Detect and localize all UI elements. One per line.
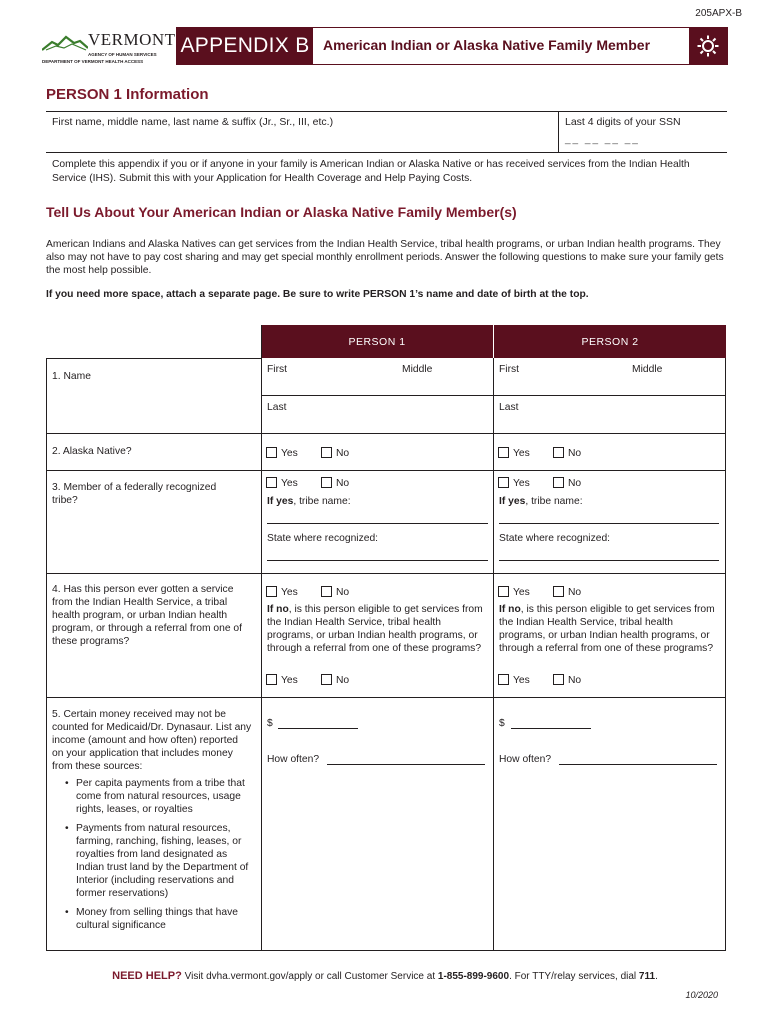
row-line <box>46 433 726 434</box>
p1-alaska-yes[interactable]: Yes <box>266 447 298 459</box>
person1-name-field[interactable]: First name, middle name, last name & suffix (Jr., Sr., III, etc.) <box>52 116 334 128</box>
checkbox[interactable] <box>553 586 564 597</box>
checkbox[interactable] <box>553 477 564 488</box>
p1-last-field[interactable]: Last <box>267 402 287 413</box>
form-number: 205APX-B <box>695 8 742 19</box>
p1-eligible-no[interactable]: No <box>321 674 349 686</box>
row-line <box>46 573 726 574</box>
q5-bullet: • Money from selling things that have cultural significance <box>52 906 252 932</box>
p1-eligible-text: If no, is this person eligible to get services from the Indian Health Service, tribal health programs, or urban Indian health programs, or through a referral from one of these programs? <box>267 604 483 654</box>
p2-middle-field[interactable]: Middle <box>632 364 663 375</box>
sun-icon <box>689 28 727 64</box>
section2-paragraph: American Indians and Alaska Natives can get services from the Indian Health Service, tribal health programs, or urban Indian health programs. They also may not have to pay cost sharing and may get special monthly enrollment periods. Answer the following questions to make sure your family gets the most help possible. <box>46 239 724 276</box>
p2-tribe-yes[interactable]: Yes <box>498 477 530 489</box>
p1-service-yes[interactable]: Yes <box>266 586 298 598</box>
q3-label: 3. Member of a federally recognized tribe? <box>52 482 217 506</box>
appendix-label: APPENDIX B <box>177 28 313 64</box>
checkbox[interactable] <box>321 447 332 458</box>
logo-word: VERMONT <box>88 30 176 49</box>
person1-heading: PERSON 1 Information <box>46 86 209 103</box>
p1-service-no[interactable]: No <box>321 586 349 598</box>
p2-amount-label: $ <box>499 718 505 729</box>
p1-state-field[interactable] <box>267 560 488 561</box>
p1-tribe-no[interactable]: No <box>321 477 349 489</box>
space-note: If you need more space, attach a separate page. Be sure to write PERSON 1’s name and date of birth at the top. <box>46 289 589 300</box>
p1-how-often-label: How often? <box>267 754 320 765</box>
checkbox[interactable] <box>321 477 332 488</box>
p2-service-no[interactable]: No <box>553 586 581 598</box>
p2-tribe-name-label: If yes, tribe name: <box>499 496 583 507</box>
p1-eligible-yes[interactable]: Yes <box>266 674 298 686</box>
p1-tribe-yes[interactable]: Yes <box>266 477 298 489</box>
row-line <box>46 697 726 698</box>
checkbox[interactable] <box>498 447 509 458</box>
q5-bullet: • Payments from natural resources, farming, ranching, fishing, leases, or royalties from land designated as Indian trust land by the Department of Interior (including reservations and former reservations) <box>52 822 252 900</box>
checkbox[interactable] <box>266 674 277 685</box>
q2-label: 2. Alaska Native? <box>52 446 132 457</box>
q4-label: 4. Has this person ever gotten a service from the Indian Health Service, a tribal health program, or urban Indian health program, or through a referral from one of these programs? <box>52 584 243 647</box>
checkbox[interactable] <box>498 586 509 597</box>
p1-how-often-field[interactable] <box>327 764 485 765</box>
logo-agency: AGENCY OF HUMAN SERVICES <box>88 52 157 57</box>
p2-last-field[interactable]: Last <box>499 402 519 413</box>
help-footer: NEED HELP? Visit dvha.vermont.gov/apply or call Customer Service at 1-855-899-9600. For TTY/relay services, dial 711. <box>112 970 658 982</box>
q5-bullet-list <box>52 777 252 932</box>
p2-state-field[interactable] <box>499 560 719 561</box>
p2-how-often-field[interactable] <box>559 764 717 765</box>
q1-label: 1. Name <box>52 371 91 382</box>
phone-number[interactable]: 1-855-899-9600 <box>437 971 510 982</box>
p2-first-field[interactable]: First <box>499 364 520 375</box>
ssn-label: Last 4 digits of your SSN <box>565 116 681 128</box>
checkbox[interactable] <box>498 674 509 685</box>
family-member-table <box>46 325 726 951</box>
checkbox[interactable] <box>266 586 277 597</box>
p2-how-often-label: How often? <box>499 754 552 765</box>
row-line <box>261 395 726 396</box>
intro-text: Complete this appendix if you or if anyone in your family is American Indian or Alaska Native or has received services from the Indian Health Service (IHS). Submit this with your Application for Health Coverage and Help Paying Costs. <box>52 159 690 184</box>
need-help-label: NEED HELP? <box>112 970 182 982</box>
q5-bullet: • Per capita payments from a tribe that come from natural resources, usage rights, leases, or royalties <box>52 777 252 816</box>
p2-eligible-yes[interactable]: Yes <box>498 674 530 686</box>
q5-label: 5. Certain money received may not be counted for Medicaid/Dr. Dynasaur. List any income (amount and how often) reported on your application that includes money from these sources: <box>52 709 252 772</box>
row-line <box>46 470 726 471</box>
appendix-banner <box>176 27 728 65</box>
person1-info-box <box>46 111 727 153</box>
p2-service-yes[interactable]: Yes <box>498 586 530 598</box>
ssn-field[interactable] <box>558 112 727 152</box>
checkbox[interactable] <box>321 674 332 685</box>
checkbox[interactable] <box>266 447 277 458</box>
vermont-logo <box>42 30 176 64</box>
checkbox[interactable] <box>553 674 564 685</box>
checkbox[interactable] <box>266 477 277 488</box>
p1-middle-field[interactable]: Middle <box>402 364 433 375</box>
p1-alaska-no[interactable]: No <box>321 447 349 459</box>
appendix-title: American Indian or Alaska Native Family Member <box>323 37 651 53</box>
p2-state-label: State where recognized: <box>499 533 611 544</box>
p2-eligible-no[interactable]: No <box>553 674 581 686</box>
tty-number: 711 <box>638 971 656 982</box>
col-line <box>493 358 494 951</box>
checkbox[interactable] <box>553 447 564 458</box>
p1-state-label: State where recognized: <box>267 533 379 544</box>
p2-eligible-text: If no, is this person eligible to get services from the Indian Health Service, tribal health programs, or urban Indian health programs, or through a referral from one of these programs? <box>499 604 715 654</box>
p2-tribe-name-field[interactable] <box>499 523 719 524</box>
p2-tribe-no[interactable]: No <box>553 477 581 489</box>
p1-tribe-name-label: If yes, tribe name: <box>267 496 351 507</box>
p1-amount-label: $ <box>267 718 273 729</box>
logo-department: DEPARTMENT OF VERMONT HEALTH ACCESS <box>42 59 144 64</box>
ssn-blanks: __ __ __ __ <box>565 134 640 145</box>
p1-amount-field[interactable] <box>278 728 358 729</box>
checkbox[interactable] <box>321 586 332 597</box>
row-line <box>46 358 261 359</box>
table-bottom <box>46 950 726 951</box>
p2-amount-field[interactable] <box>511 728 591 729</box>
p2-alaska-no[interactable]: No <box>553 447 581 459</box>
p2-alaska-yes[interactable]: Yes <box>498 447 530 459</box>
header-person1: PERSON 1 <box>261 325 493 358</box>
q5-block <box>52 708 252 938</box>
p1-first-field[interactable]: First <box>267 364 288 375</box>
col-line <box>261 325 262 951</box>
mountain-logo-icon <box>42 32 88 52</box>
header-person2: PERSON 2 <box>494 325 726 358</box>
section2-heading: Tell Us About Your American Indian or Alaska Native Family Member(s) <box>46 204 517 220</box>
col-line <box>46 358 47 951</box>
revision-date: 10/2020 <box>685 990 718 1000</box>
p1-tribe-name-field[interactable] <box>267 523 488 524</box>
col-line <box>725 358 726 951</box>
checkbox[interactable] <box>498 477 509 488</box>
